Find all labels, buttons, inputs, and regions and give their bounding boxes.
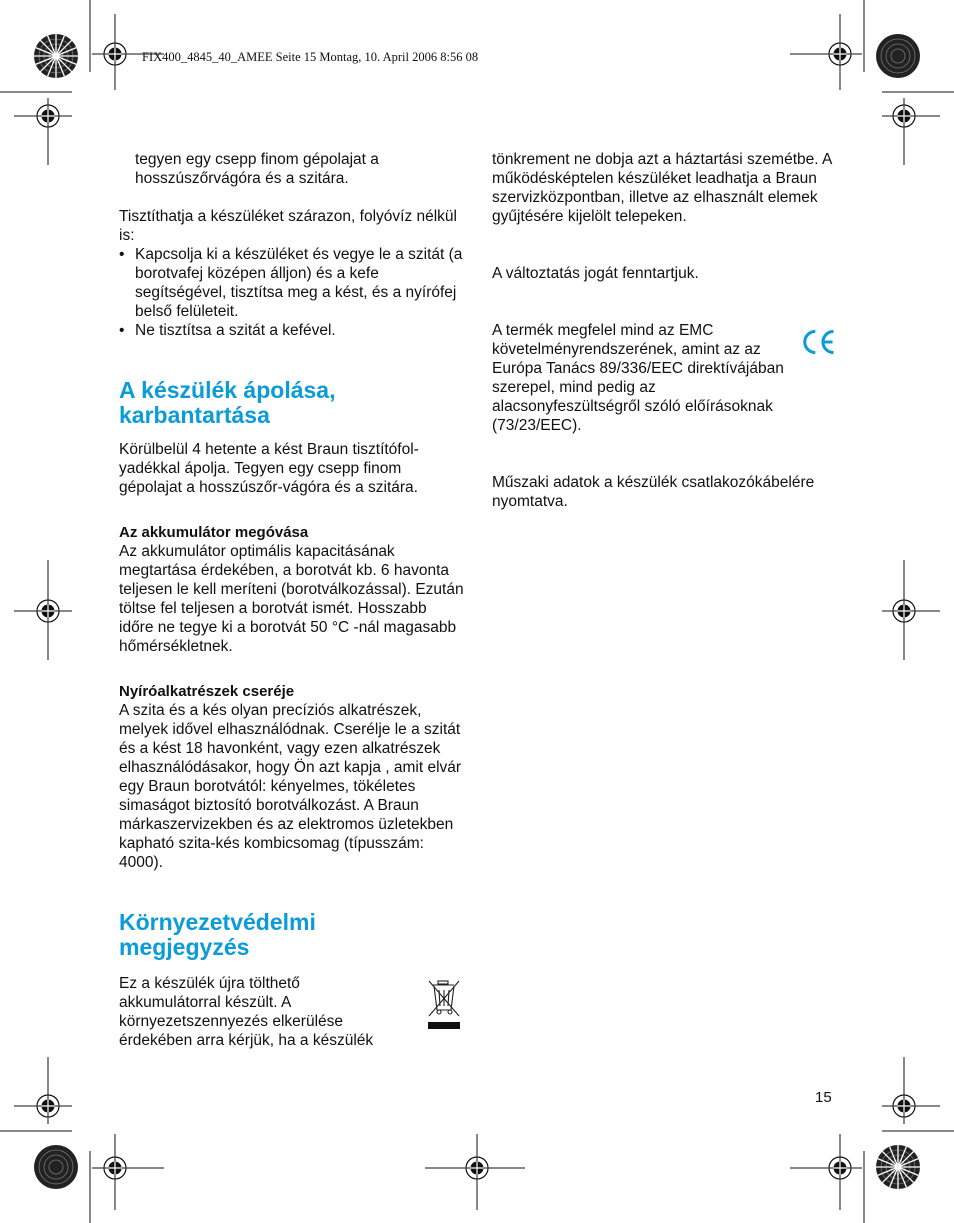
environment-block <box>119 974 464 1050</box>
care-heading-line-2: karbantartása <box>119 402 270 428</box>
battery-text: Az akkumulátor optimális kapacitásának megtartása érdekében, a borotvát kb. 6 havonta teljesen le kell meríteni (borotválkozással). Ezután töltse fel teljesen a borotvát ismét. Hosszabb időre ne tegye ki a borotvát 50 °C -nál magasabb hőmérsékletnek. <box>119 543 464 655</box>
starburst-target-icon-top-left <box>34 34 78 78</box>
environment-text: Ez a készülék újra tölthető akkumulátorral készült. A környezetszennyezés elkerülése érdekében arra kérjük, ha a készülék <box>119 975 374 1049</box>
print-slug: FIX400_4845_40_AMEE Seite 15 Montag, 10. April 2006 8:56 08 <box>142 50 479 64</box>
environment-heading-line-1: Környezetvédelmi <box>119 909 316 935</box>
registration-mark-top-right <box>824 38 856 70</box>
left-column <box>119 150 464 1050</box>
right-column <box>492 150 837 511</box>
dry-clean-list <box>119 245 464 340</box>
parts-heading: Nyíróalkatrészek cseréje <box>119 683 295 700</box>
starburst-target-icon-bottom-left <box>34 1145 78 1189</box>
crossed-wheeled-bin-icon <box>426 978 462 1032</box>
registration-mark-bottom-left <box>99 1152 131 1184</box>
starburst-target-icon-top-right <box>876 34 920 78</box>
intro-continuation: tegyen egy csepp finom gépolajat a hosszúszőrvágóra és a szitára. <box>135 151 379 187</box>
environment-heading-line-2: megjegyzés <box>119 934 250 960</box>
rights-reserved: A változtatás jogát fenntartjuk. <box>492 265 699 282</box>
ce-mark-icon <box>799 327 837 357</box>
environment-heading <box>119 910 464 960</box>
list-item: • Kapcsolja ki a készüléket és vegye le a szitát (a borotvafej középen álljon) és a kefe segítségével, tisztítsa meg a kést, és a nyírófej belső felületeit. <box>119 245 464 321</box>
list-item: • Ne tisztítsa a szitát a kefével. <box>119 321 464 340</box>
registration-mark-top-left <box>99 38 131 70</box>
emc-block <box>492 321 837 435</box>
dry-clean-intro: Tisztíthatja a készüléket szárazon, folyóvíz nélkül is: <box>119 208 457 244</box>
registration-mark-mid-right <box>888 595 920 627</box>
registration-mark-mid-left <box>32 595 64 627</box>
care-heading-line-1: A készülék ápolása, <box>119 377 336 403</box>
registration-mark-lower-right <box>888 1090 920 1122</box>
environment-text-continued: tönkrement ne dobja azt a háztartási szemétbe. A működésképtelen készüléket leadhatja a Braun szervizközpontban, illetve az elhasznált elemek gyűjtésére kijelölt telepeken. <box>492 151 832 225</box>
page-number: 15 <box>815 1089 832 1106</box>
registration-mark-lower-left <box>32 1090 64 1122</box>
technical-data-note: Műszaki adatok a készülék csatlakozókábelére nyomtatva. <box>492 474 815 510</box>
registration-mark-bottom-center <box>461 1152 493 1184</box>
registration-mark-bottom-right <box>824 1152 856 1184</box>
starburst-target-icon-bottom-right <box>876 1145 920 1189</box>
care-heading <box>119 378 464 428</box>
parts-text: A szita és a kés olyan precíziós alkatrészek, melyek idővel elhasználódnak. Cserélje le a szitát és a kést 18 havonként, vagy ezen alkatrészek elhasználódásakor, hogy Ön azt kapja , amit elvár egy Braun borotvától: kényelmes, tökéletes simaságot biztosító borotválkozást. A Braun márkaszervizekben és az elektromos üzletekben kapható szita-kés kombicsomag (típusszám: 4000). <box>119 702 462 871</box>
emc-text: A termék megfelel mind az EMC követelményrendszerének, amint az az Európa Tanács 89/336/EEC direktívájában szerepel, mind pedig az alacsonyfeszültségről szóló előírásoknak (73/23/EEC). <box>492 322 784 434</box>
registration-mark-upper-left <box>32 100 64 132</box>
registration-mark-upper-right <box>888 100 920 132</box>
battery-heading: Az akkumulátor megóvása <box>119 524 309 541</box>
care-text: Körülbelül 4 hetente a kést Braun tisztítófol-yadékkal ápolja. Tegyen egy csepp finom gépolajat a hosszúszőr-vágóra és a szitára. <box>119 441 419 496</box>
